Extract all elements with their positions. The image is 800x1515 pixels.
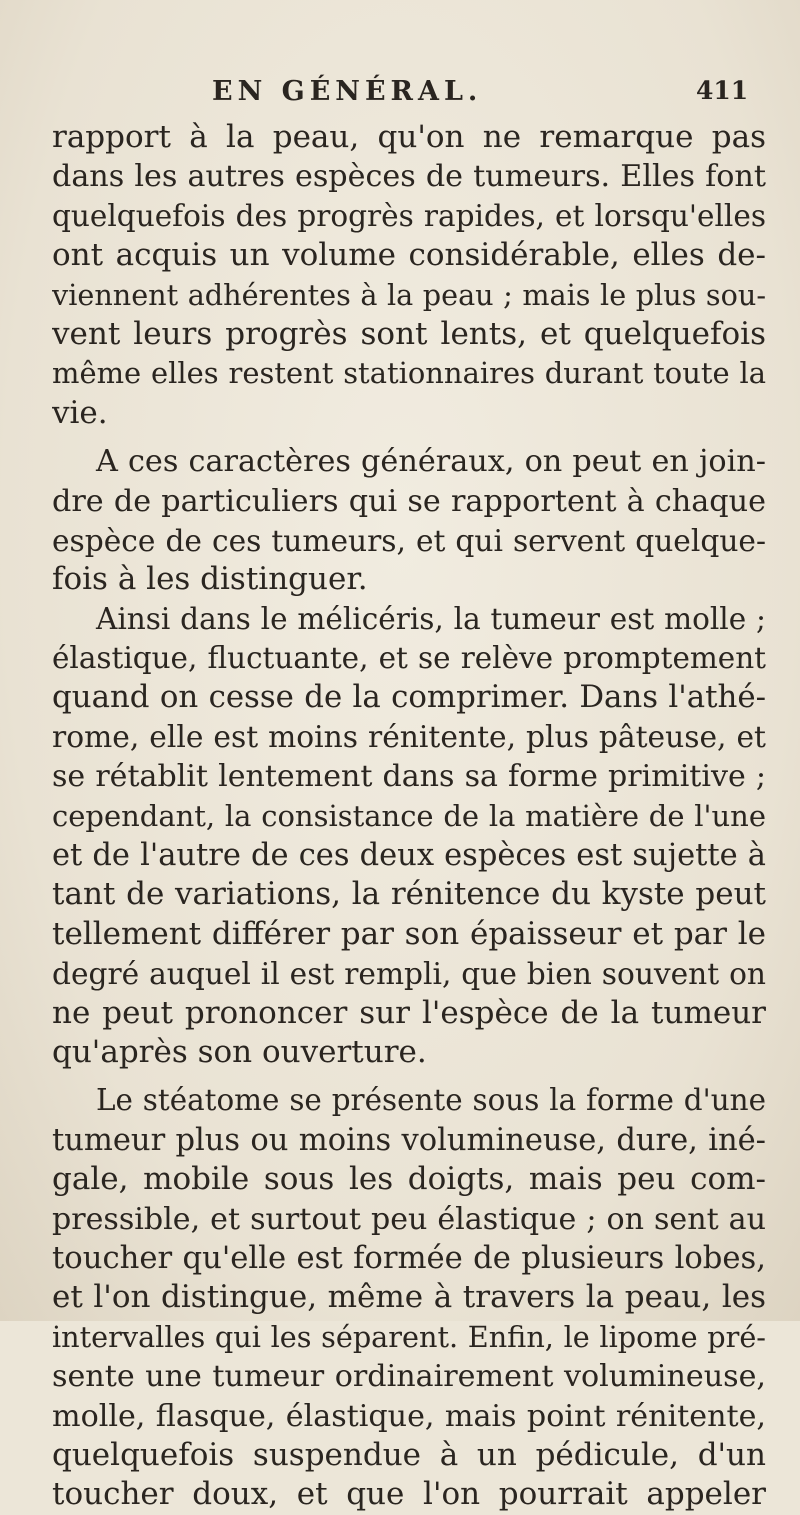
text-line: quelquefois suspendue à un pédicule, d'un <box>52 1436 766 1473</box>
text-line: fois à les distinguer. <box>52 561 368 598</box>
text-line: sente une tumeur ordinairement volumineuse, <box>52 1359 766 1395</box>
text-line: même elles restent stationnaires durant toute la <box>52 356 766 391</box>
paragraph-1 <box>52 118 766 433</box>
text-line: dans les autres espèces de tumeurs. Elles font <box>52 159 766 195</box>
text-line: tellement différer par son épaisseur et par le <box>52 915 766 952</box>
text-line: rapport à la peau, qu'on ne remarque pas <box>52 119 766 155</box>
text-line: dre de particuliers qui se rapportent à chaque <box>52 483 766 519</box>
paragraph-3 <box>52 600 766 1073</box>
text-line: intervalles qui les séparent. Enfin, le lipome pré- <box>52 1319 766 1354</box>
text-line: A ces caractères généraux, on peut en join- <box>96 444 766 480</box>
text-line: Ainsi dans le mélicéris, la tumeur est molle ; <box>96 601 766 636</box>
text-line: ont acquis un volume considérable, elles de- <box>52 237 766 274</box>
text-line: et de l'autre de ces deux espèces est sujette à <box>52 838 766 874</box>
text-line: ne peut prononcer sur l'espèce de la tumeur <box>52 994 766 1031</box>
text-line: rome, elle est moins rénitente, plus pâteuse, et <box>52 719 766 755</box>
text-line: viennent adhérentes à la peau ; mais le plus sou- <box>52 277 766 312</box>
text-line: quand on cesse de la comprimer. Dans l'athé- <box>52 679 766 716</box>
text-line: vent leurs progrès sont lents, et quelquefois <box>52 315 766 352</box>
text-line: élastique, fluctuante, et se relève promptement <box>52 641 766 676</box>
paragraph-4 <box>52 1081 766 1514</box>
paragraph-2 <box>52 442 766 600</box>
text-line: vie. <box>52 394 108 431</box>
text-line: toucher qu'elle est formée de plusieurs lobes, <box>52 1240 766 1276</box>
page-number: 411 <box>696 76 749 105</box>
text-line: gale, mobile sous les doigts, mais peu com- <box>52 1161 766 1198</box>
running-head <box>0 72 800 112</box>
text-line: pressible, et surtout peu élastique ; on sent au <box>52 1201 766 1237</box>
text-line: qu'après son ouverture. <box>52 1033 427 1070</box>
text-line: degré auquel il est rempli, que bien souvent on <box>52 956 766 992</box>
text-line: molle, flasque, élastique, mais point rénitente, <box>52 1398 766 1434</box>
running-head-title: EN GÉNÉRAL. <box>212 76 483 107</box>
text-line: espèce de ces tumeurs, et qui servent quelque- <box>52 522 766 558</box>
text-line: Le stéatome se présente sous la forme d'une <box>96 1083 766 1118</box>
text-line: et l'on distingue, même à travers la peau, les <box>52 1279 766 1316</box>
text-line: se rétablit lentement dans sa forme primitive ; <box>52 759 766 795</box>
text-line: toucher doux, et que l'on pourrait appeler <box>52 1476 766 1513</box>
text-body <box>52 118 766 1515</box>
text-line: tumeur plus ou moins volumineuse, dure, iné- <box>52 1122 766 1158</box>
text-line: quelquefois des progrès rapides, et lorsqu'elles <box>52 198 766 233</box>
text-line: cependant, la consistance de la matière de l'une <box>52 798 766 833</box>
text-line: tant de variations, la rénitence du kyste peut <box>52 876 766 913</box>
